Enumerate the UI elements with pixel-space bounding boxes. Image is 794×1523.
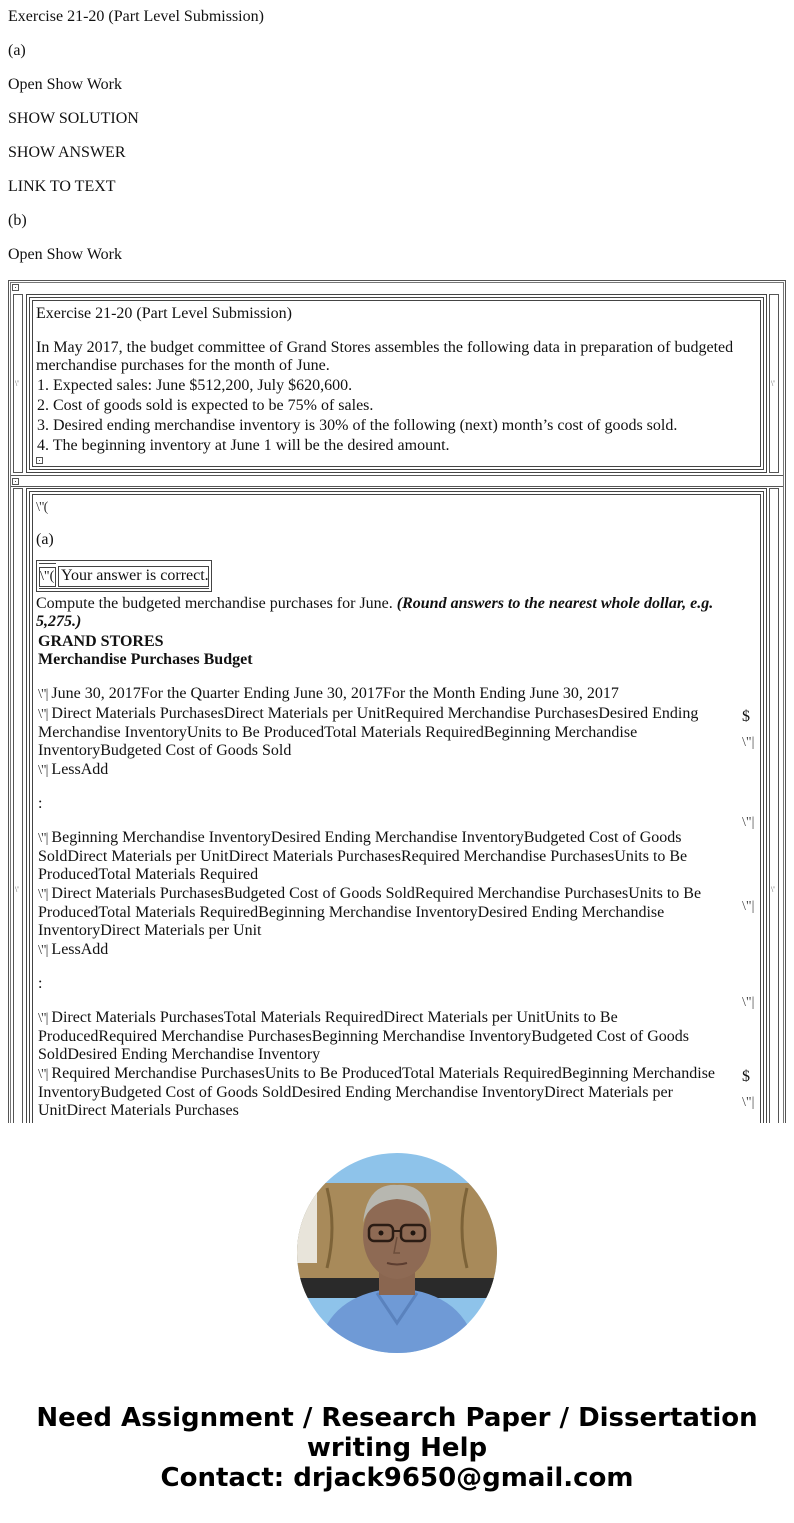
problem-content <box>36 305 756 466</box>
side-glyph-right-2: \' <box>771 885 775 894</box>
period-select-options: June 30, 2017For the Quarter Ending June 30, 2017For the Month Ending June 30, 2017 <box>51 685 619 702</box>
select-glyph: \"| <box>38 831 48 846</box>
row-7-options: Required Merchandise PurchasesUnits to Be ProducedTotal Materials RequiredBeginning Merchandise InventoryBudgeted Cost of Goods SoldDesired Ending Merchandise InventoryDirect Materials per UnitDirect Materials Purchases <box>38 1065 716 1119</box>
row-4-amount-input[interactable]: \"| <box>742 899 755 914</box>
promo-contact[interactable]: Contact: drjack9650@gmail.com <box>160 1463 634 1493</box>
row-2-colon: : <box>38 795 43 812</box>
select-glyph: \"| <box>38 1067 48 1082</box>
budget-row-3-select[interactable] <box>38 829 728 884</box>
collapse-toggle-icon[interactable] <box>12 284 19 291</box>
promo-line-1: Need Assignment / Research Paper / Dissertation <box>36 1403 758 1433</box>
row-1-options: Direct Materials PurchasesDirect Materials per UnitRequired Merchandise PurchasesDesired Ending Merchandise InventoryUnits to Be ProducedTotal Materials RequiredBeginning Merchandise InventoryBudgeted Cost of Goods Sold <box>38 705 699 759</box>
row-5-colon: : <box>38 975 43 992</box>
promo-text <box>0 1403 794 1493</box>
author-avatar <box>297 1153 497 1353</box>
collapse-toggle-icon-2[interactable] <box>12 478 19 485</box>
company-name: GRAND STORES <box>38 633 164 650</box>
row-1-currency: $ <box>742 708 750 725</box>
instruction-emphasis: (Round answers to the nearest whole dollar, e.g. 5,275.) <box>36 595 714 630</box>
problem-panel-border-3 <box>32 300 761 467</box>
side-glyph-left-2: \' <box>15 885 19 894</box>
row-7-amount-input[interactable]: \"| <box>742 1095 755 1110</box>
instruction-main: Compute the budgeted merchandise purchases for June. <box>36 595 393 612</box>
feedback-rule <box>39 563 56 564</box>
problem-panel-border-2 <box>29 297 764 470</box>
row-7-currency: $ <box>742 1068 750 1085</box>
select-glyph: \"| <box>38 1011 48 1026</box>
problem-item-1: 1. Expected sales: June $512,200, July $620,600. <box>37 377 353 394</box>
statement-title: Merchandise Purchases Budget <box>38 651 253 668</box>
row-3-amount-input[interactable]: \"| <box>742 815 755 830</box>
left-side-cell <box>13 294 23 473</box>
select-glyph: \"| <box>38 943 48 958</box>
open-show-work-b-link[interactable]: Open Show Work <box>8 246 122 263</box>
budget-row-2-select[interactable] <box>38 761 728 780</box>
select-glyph: \"| <box>38 887 48 902</box>
correct-check-icon <box>39 567 56 587</box>
link-to-text-link[interactable]: LINK TO TEXT <box>8 178 116 195</box>
budget-row-6-select[interactable] <box>38 1009 728 1064</box>
problem-expand-icon[interactable] <box>36 457 43 464</box>
period-select[interactable] <box>38 685 728 704</box>
right-side-cell-2 <box>769 488 779 1123</box>
correct-icon-glyph: \"( <box>40 569 55 584</box>
answer-panel <box>26 488 767 1123</box>
budget-row-1-select[interactable] <box>38 705 728 760</box>
left-side-cell-2 <box>13 488 23 1123</box>
side-glyph-left: \' <box>15 379 19 388</box>
problem-item-2: 2. Cost of goods sold is expected to be 75% of sales. <box>37 397 374 414</box>
answer-content <box>36 499 756 1123</box>
promo-line-2: writing Help <box>306 1433 488 1463</box>
avatar-portrait-icon <box>297 1153 497 1353</box>
feedback-rule-bottom <box>39 588 209 589</box>
show-answer-link[interactable]: SHOW ANSWER <box>8 144 126 161</box>
select-glyph: \"| <box>38 763 48 778</box>
part-a-label: (a) <box>8 42 26 59</box>
row-4-options: Direct Materials PurchasesBudgeted Cost of Goods SoldRequired Merchandise PurchasesUnits to Be ProducedTotal Materials RequiredBeginning Merchandise InventoryDesired Ending Merchandise InventoryDirect Materials per Unit <box>38 885 702 939</box>
answer-panel-border-3 <box>32 494 761 1123</box>
row-6-amount-input[interactable]: \"| <box>742 995 755 1010</box>
row-3-options: Beginning Merchandise InventoryDesired Ending Merchandise InventoryBudgeted Cost of Goods SoldDirect Materials per UnitDirect Materials PurchasesRequired Merchandise PurchasesUnits to Be ProducedTotal Materials Required <box>38 829 688 883</box>
show-solution-link[interactable]: SHOW SOLUTION <box>8 110 139 127</box>
row-1-amount-input[interactable]: \"| <box>742 735 755 750</box>
answer-panel-border-2 <box>29 491 764 1123</box>
section-divider-2 <box>11 486 783 487</box>
select-glyph: \"| <box>38 707 48 722</box>
problem-panel <box>26 294 767 473</box>
question-frame <box>8 280 786 1123</box>
row-2-options: LessAdd <box>51 761 109 778</box>
select-glyph: \"| <box>38 687 48 702</box>
feedback-message: Your answer is correct. <box>58 566 209 587</box>
problem-item-3: 3. Desired ending merchandise inventory is 30% of the following (next) month’s cost of goods sold. <box>37 417 678 434</box>
part-b-label: (b) <box>8 212 27 229</box>
budget-row-7-select[interactable] <box>38 1065 728 1120</box>
budget-row-5-select[interactable] <box>38 941 728 960</box>
row-5-options: LessAdd <box>51 941 109 958</box>
exercise-heading: Exercise 21-20 (Part Level Submission) <box>8 8 264 25</box>
problem-item-4: 4. The beginning inventory at June 1 will be the desired amount. <box>37 437 450 454</box>
problem-intro: In May 2017, the budget committee of Grand Stores assembles the following data in preparation of budgeted merchandise purchases for the month of June. <box>36 339 734 374</box>
budget-row-4-select[interactable] <box>38 885 728 940</box>
open-show-work-a-link[interactable]: Open Show Work <box>8 76 122 93</box>
row-6-options: Direct Materials PurchasesTotal Materials RequiredDirect Materials per UnitUnits to Be ProducedRequired Merchandise PurchasesBeginning Merchandise InventoryBudgeted Cost of Goods SoldDesired Ending Merchandise Inventory <box>38 1009 689 1063</box>
side-glyph-right: \' <box>771 379 775 388</box>
part-a-heading: (a) <box>36 531 54 548</box>
instruction-text <box>36 595 736 631</box>
problem-title: Exercise 21-20 (Part Level Submission) <box>36 305 292 322</box>
section-divider <box>11 475 783 476</box>
right-side-cell <box>769 294 779 473</box>
feedback-box <box>36 560 212 592</box>
escape-artifact: \"( <box>36 500 48 515</box>
